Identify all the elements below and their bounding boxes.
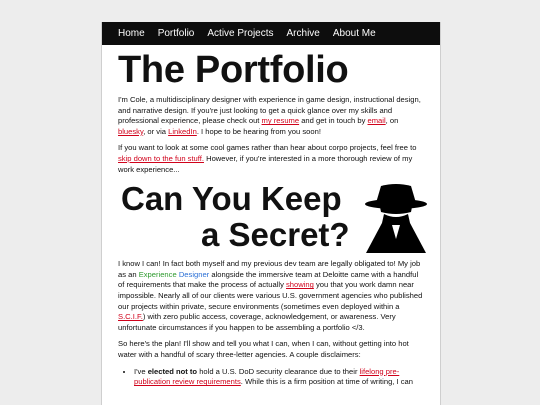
games-paragraph <box>118 143 424 175</box>
page-container <box>101 22 441 405</box>
hero-line-1: Can You Keep <box>121 180 342 218</box>
linkedin-link[interactable]: LinkedIn <box>168 126 197 136</box>
disclaimer-text-3: . While this is a firm position at time of writing, I can <box>240 377 413 387</box>
games-text-2: However, if you're interested in a more thorough review of my work experience... <box>118 153 413 174</box>
disclaimer-bold: elected not to <box>147 366 198 376</box>
secret-paragraph <box>118 259 424 333</box>
intro-text-5: . I hope to be hearing from you soon! <box>196 126 321 136</box>
nav-portfolio[interactable]: Portfolio <box>157 28 195 39</box>
disclaimer-text-1: I've <box>134 366 148 376</box>
secret-hero <box>118 181 424 255</box>
top-nav <box>102 22 440 45</box>
secret-text-3: you that you work damn near impossible. Nearly all of our clients were various U.S. government agencies who published our projects within private, secure environments (sometimes even deployed within a <box>118 280 423 311</box>
main-content <box>102 48 440 388</box>
showing-link[interactable]: showing <box>286 280 314 290</box>
intro-text-1: I'm Cole, a multidisciplinary designer with experience in game design, instructional design, and narrative design. If you're just looking to get a quick glance over my skills and professional experience, please check out <box>118 95 421 126</box>
intro-text-2: and get in touch by <box>299 116 368 126</box>
disclaimer-list <box>118 367 424 388</box>
nav-about-me[interactable]: About Me <box>332 28 376 39</box>
intro-text-4: , or via <box>143 126 169 136</box>
plan-paragraph: So here's the plan! I'll show and tell you what I can, when I can, without getting into hot water with a handful of scary three-letter agencies. A couple disclaimers: <box>118 339 409 359</box>
review-link[interactable]: lifelong pre-publication review requirements <box>134 366 400 387</box>
disclaimer-item <box>134 367 424 388</box>
secret-text-2: alongside the immersive team at Deloitte came with a handful of requirements that make the process of actually <box>118 269 419 290</box>
nav-home[interactable]: Home <box>118 28 145 39</box>
secret-text-4: ) with zero public access, coverage, acknowledgement, or awareness. Very unfortunate circumstances if you happen to be assembling a portfolio </3. <box>118 312 396 332</box>
resume-link[interactable]: my resume <box>261 116 300 126</box>
page-title: The Portfolio <box>118 49 349 91</box>
intro-paragraph <box>118 95 424 137</box>
nav-active-projects[interactable]: Active Projects <box>207 28 274 39</box>
scif-link[interactable]: S.C.I.F. <box>118 312 143 322</box>
secret-text-1: I know I can! In fact both myself and my previous dev team are legally obligated to! My job as an <box>118 259 421 279</box>
intro-text-3: , on <box>385 116 399 126</box>
designer-word: Designer <box>178 269 210 279</box>
email-link[interactable]: email <box>367 116 386 126</box>
nav-archive[interactable]: Archive <box>286 28 320 39</box>
skip-link[interactable]: skip down to the fun stuff. <box>118 153 204 163</box>
experience-word: Experience <box>138 269 177 279</box>
hero-line-2: a Secret? <box>201 216 350 254</box>
spy-icon <box>364 183 428 253</box>
bluesky-link[interactable]: bluesky <box>118 126 144 136</box>
games-text-1: If you want to look at some cool games rather than hear about corpo projects, feel free to <box>118 143 417 153</box>
disclaimer-text-2: hold a U.S. DoD security clearance due to their <box>197 366 360 376</box>
